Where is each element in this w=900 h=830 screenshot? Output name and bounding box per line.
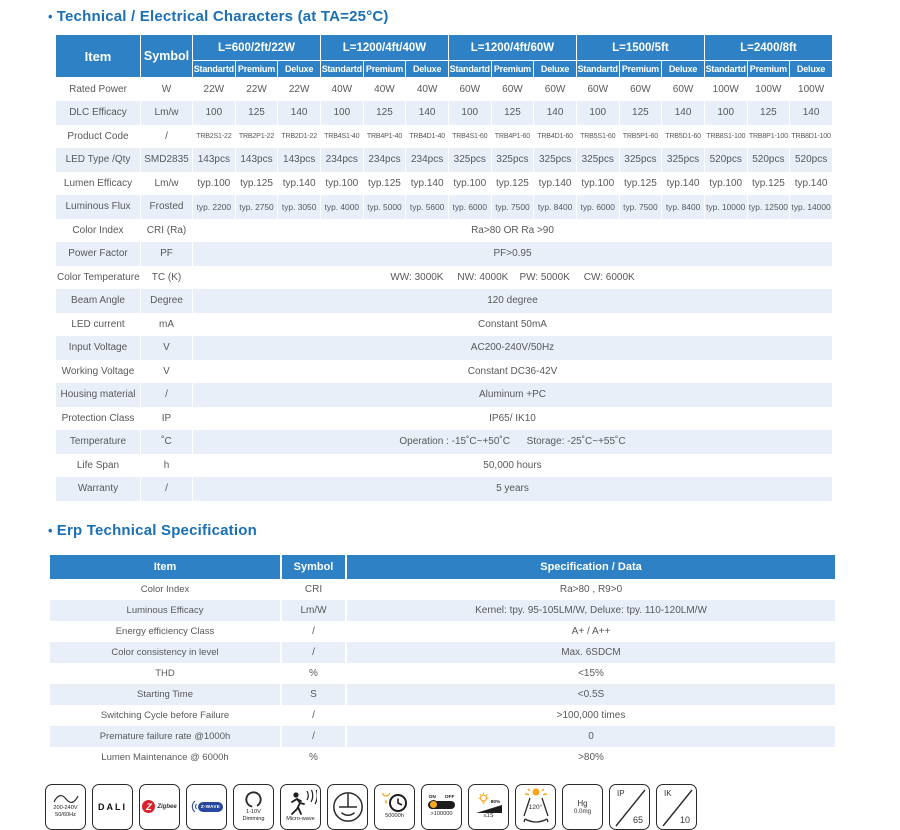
value-cell: 125	[491, 101, 534, 125]
value-cell: typ. 7500	[619, 195, 662, 219]
spec-row	[56, 78, 833, 102]
clock-bulb-glyph	[381, 793, 409, 813]
value-cell: TRB8P1-100	[747, 125, 790, 149]
value-cell: 140	[790, 101, 833, 125]
running-man-glyph	[285, 790, 317, 818]
symbol-cell: /	[281, 726, 346, 747]
value-cell: 40W	[406, 78, 449, 102]
spec-row	[49, 600, 836, 621]
symbol-cell: W	[141, 78, 193, 102]
beam-angle-icon	[515, 784, 556, 830]
earth-glyph	[331, 790, 365, 824]
value-cell: 100	[193, 101, 236, 125]
section-title-erp	[48, 522, 900, 539]
spec-row	[49, 621, 836, 642]
zigbee-label: Zigbee	[157, 803, 177, 810]
table2-body	[49, 579, 836, 768]
value-cell: 60W	[534, 78, 577, 102]
value-cell: A+ / A++	[346, 621, 836, 642]
value-cell: 140	[534, 101, 577, 125]
value-cell: 60W	[619, 78, 662, 102]
bulb-glyph	[477, 792, 490, 805]
symbol-cell: CRI (Ra)	[141, 219, 193, 243]
value-cell: Ra>80 OR Ra >90	[193, 219, 833, 243]
spec-row	[56, 430, 833, 454]
table2-header-row	[49, 555, 836, 579]
value-cell: typ. 6000	[448, 195, 491, 219]
value-cell: TRB4D1-40	[406, 125, 449, 149]
mercury-symbol: Hg	[577, 798, 588, 808]
on-label: ON	[428, 795, 436, 801]
item-cell: Color Temperature	[56, 266, 141, 290]
value-cell: TRB2D1-22	[278, 125, 321, 149]
diagonal-glyph	[657, 785, 697, 830]
value-cell: 22W	[278, 78, 321, 102]
value-cell: typ.125	[491, 172, 534, 196]
value-cell: typ. 8400	[534, 195, 577, 219]
value-cell: 60W	[491, 78, 534, 102]
spec-row	[56, 477, 833, 501]
value-cell: 40W	[320, 78, 363, 102]
value-cell: typ.100	[193, 172, 236, 196]
sine-wave-glyph	[53, 794, 79, 805]
value-cell: 125	[235, 101, 278, 125]
ip65-icon	[609, 784, 650, 830]
zwave-icon	[186, 784, 227, 830]
dimming-label-1: 1-10V	[246, 808, 261, 815]
spec-row	[49, 705, 836, 726]
value-cell: 143pcs	[235, 148, 278, 172]
column-subheader: Deluxe	[406, 61, 449, 78]
value-cell: 50,000 hours	[193, 454, 833, 478]
spec-row	[56, 219, 833, 243]
value-cell: typ.140	[278, 172, 321, 196]
column-subheader: Premium	[619, 61, 662, 78]
section-title-technical	[48, 8, 900, 25]
dial-glyph	[244, 790, 263, 809]
value-cell: Kernel: tpy. 95-105LM/W, Deluxe: tpy. 110-120LM/W	[346, 600, 836, 621]
value-cell: TRB8D1-100	[790, 125, 833, 149]
value-cell: 325pcs	[491, 148, 534, 172]
value-cell: typ. 6000	[576, 195, 619, 219]
item-cell: Color consistency in level	[49, 642, 281, 663]
col-header-symbol: Symbol	[141, 35, 193, 78]
value-cell: 60W	[448, 78, 491, 102]
value-cell: TRB5P1-60	[619, 125, 662, 149]
value-cell: AC200-240V/50Hz	[193, 336, 833, 360]
item-cell: Protection Class	[56, 407, 141, 431]
table1-body	[56, 78, 833, 501]
item-cell: Working Voltage	[56, 360, 141, 384]
value-cell: Constant DC36-42V	[193, 360, 833, 384]
symbol-cell: /	[141, 477, 193, 501]
item-cell: Temperature	[56, 430, 141, 454]
value-cell: PF>0.95	[193, 242, 833, 266]
spec-row	[49, 684, 836, 705]
value-cell: typ.125	[619, 172, 662, 196]
ip-value: 65	[632, 814, 643, 825]
symbol-cell: SMD2835	[141, 148, 193, 172]
erp-specification-table	[48, 555, 837, 768]
column-subheader: Premium	[235, 61, 278, 78]
certification-icon-strip	[45, 784, 900, 830]
value-cell: 143pcs	[193, 148, 236, 172]
item-cell: LED Type /Qty	[56, 148, 141, 172]
item-cell: Color Index	[49, 579, 281, 600]
switching-cycle-icon	[421, 784, 462, 830]
column-subheader: Standartd	[193, 61, 236, 78]
symbol-cell: /	[281, 705, 346, 726]
value-cell: 325pcs	[619, 148, 662, 172]
value-cell: typ.125	[747, 172, 790, 196]
technical-electrical-table	[55, 34, 833, 501]
value-cell: 22W	[193, 78, 236, 102]
value-cell: TRB8S1-100	[704, 125, 747, 149]
value-cell: Max. 6SDCM	[346, 642, 836, 663]
microwave-label: Micro-wave	[286, 815, 315, 822]
diagonal-glyph	[610, 785, 650, 830]
item-cell: Warranty	[56, 477, 141, 501]
symbol-cell: Frosted	[141, 195, 193, 219]
value-cell: typ.100	[576, 172, 619, 196]
power-supply-icon	[45, 784, 86, 830]
value-cell: Aluminum +PC	[193, 383, 833, 407]
col-header-item: Item	[56, 35, 141, 78]
value-cell: WW: 3000K NW: 4000K PW: 5000K CW: 6000K	[193, 266, 833, 290]
bullet-icon: •	[48, 522, 53, 538]
spec-row	[56, 125, 833, 149]
item-cell: Beam Angle	[56, 289, 141, 313]
column-subheader: Premium	[747, 61, 790, 78]
item-cell: THD	[49, 663, 281, 684]
dimming-icon	[233, 784, 274, 830]
value-cell: typ. 5000	[363, 195, 406, 219]
column-subheader: Deluxe	[790, 61, 833, 78]
value-cell: 100W	[704, 78, 747, 102]
value-cell: <0.5S	[346, 684, 836, 705]
earth-ground-icon	[327, 784, 368, 830]
value-cell: typ.125	[235, 172, 278, 196]
item-cell: Color Index	[56, 219, 141, 243]
symbol-cell: /	[281, 621, 346, 642]
value-cell: IP65/ IK10	[193, 407, 833, 431]
value-cell: 140	[278, 101, 321, 125]
dali-icon	[92, 784, 133, 830]
symbol-cell: V	[141, 336, 193, 360]
item-cell: Lumen Efficacy	[56, 172, 141, 196]
toggle-glyph	[428, 801, 455, 809]
value-cell: typ.140	[534, 172, 577, 196]
value-cell: typ.100	[448, 172, 491, 196]
section-title-text: Erp Technical Specification	[56, 521, 257, 539]
value-cell: typ. 12500	[747, 195, 790, 219]
column-group-header: L=1200/4ft/40W	[320, 35, 448, 61]
symbol-cell: mA	[141, 313, 193, 337]
item-cell: Premature failure rate @1000h	[49, 726, 281, 747]
spec-row	[56, 172, 833, 196]
value-cell: <15%	[346, 663, 836, 684]
spec-row	[56, 407, 833, 431]
value-cell: TRB4D1-60	[534, 125, 577, 149]
value-cell: TRB5S1-60	[576, 125, 619, 149]
symbol-cell: S	[281, 684, 346, 705]
frequency-label: 50/60Hz	[55, 812, 76, 818]
bullet-icon: •	[48, 9, 53, 24]
value-cell: typ.100	[320, 172, 363, 196]
value-cell: typ. 3050	[278, 195, 321, 219]
item-cell: LED current	[56, 313, 141, 337]
item-cell: DLC Efficacy	[56, 101, 141, 125]
symbol-cell: CRI	[281, 579, 346, 600]
column-group-header: L=600/2ft/22W	[193, 35, 321, 61]
value-cell: typ. 5600	[406, 195, 449, 219]
value-cell: 325pcs	[576, 148, 619, 172]
value-cell: typ.140	[790, 172, 833, 196]
value-cell: 325pcs	[448, 148, 491, 172]
value-cell: typ. 4000	[320, 195, 363, 219]
item-cell: Power Factor	[56, 242, 141, 266]
spec-row	[56, 148, 833, 172]
ip-label: IP	[617, 788, 625, 798]
value-cell: typ.100	[704, 172, 747, 196]
value-cell: 0	[346, 726, 836, 747]
item-cell: Product Code	[56, 125, 141, 149]
symbol-cell: Lm/W	[281, 600, 346, 621]
ramp-glyph	[476, 805, 502, 813]
symbol-cell: /	[141, 383, 193, 407]
value-cell: typ. 2750	[235, 195, 278, 219]
column-subheader: Premium	[491, 61, 534, 78]
value-cell: typ. 8400	[662, 195, 705, 219]
column-subheader: Standartd	[448, 61, 491, 78]
beam-angle-label: 120°	[528, 803, 543, 811]
value-cell: typ.140	[406, 172, 449, 196]
spec-row	[49, 642, 836, 663]
spec-row	[56, 266, 833, 290]
col-header-item: Item	[49, 555, 281, 579]
column-subheader: Deluxe	[534, 61, 577, 78]
symbol-cell: ˚C	[141, 430, 193, 454]
column-subheader: Standartd	[704, 61, 747, 78]
value-cell: 100	[576, 101, 619, 125]
value-cell: TRB2S1-22	[193, 125, 236, 149]
column-group-header: L=1500/5ft	[576, 35, 704, 61]
value-cell: typ. 7500	[491, 195, 534, 219]
spec-row	[56, 360, 833, 384]
value-cell: 125	[619, 101, 662, 125]
value-cell: TRB2P1-22	[235, 125, 278, 149]
column-subheader: Deluxe	[662, 61, 705, 78]
value-cell: 520pcs	[747, 148, 790, 172]
value-cell: 325pcs	[534, 148, 577, 172]
item-cell: Luminous Flux	[56, 195, 141, 219]
spec-row	[56, 289, 833, 313]
symbol-cell: Degree	[141, 289, 193, 313]
ik-label: IK	[664, 788, 672, 798]
spec-row	[56, 313, 833, 337]
mercury-amount: 0.0mg	[573, 807, 592, 815]
value-cell: typ. 14000	[790, 195, 833, 219]
value-cell: 234pcs	[320, 148, 363, 172]
spec-row	[49, 579, 836, 600]
spec-row	[49, 726, 836, 747]
spec-row	[56, 454, 833, 478]
value-cell: typ. 2200	[193, 195, 236, 219]
symbol-cell: TC (K)	[141, 266, 193, 290]
symbol-cell: Lm/w	[141, 172, 193, 196]
value-cell: 143pcs	[278, 148, 321, 172]
spec-row	[56, 101, 833, 125]
value-cell: >100,000 times	[346, 705, 836, 726]
voltage-label: 200-240V	[53, 804, 78, 811]
wave-glyph	[190, 800, 197, 813]
dali-label: DALI	[98, 801, 127, 812]
spec-row	[56, 242, 833, 266]
col-header-spec: Specification / Data	[346, 555, 836, 579]
value-cell: >80%	[346, 747, 836, 768]
value-cell: Ra>80 , R9>0	[346, 579, 836, 600]
lifespan-icon	[374, 784, 415, 830]
value-cell: 22W	[235, 78, 278, 102]
column-subheader: Deluxe	[278, 61, 321, 78]
value-cell: typ.140	[662, 172, 705, 196]
symbol-cell: Lm/w	[141, 101, 193, 125]
value-cell: 100	[448, 101, 491, 125]
column-subheader: Standartd	[320, 61, 363, 78]
value-cell: 140	[406, 101, 449, 125]
column-subheader: Premium	[363, 61, 406, 78]
value-cell: TRB4P1-60	[491, 125, 534, 149]
item-cell: Rated Power	[56, 78, 141, 102]
cycle-count-label: >100000	[430, 810, 453, 817]
ik10-icon	[656, 784, 697, 830]
value-cell: 234pcs	[406, 148, 449, 172]
item-cell: Luminous Efficacy	[49, 600, 281, 621]
spec-row	[56, 336, 833, 360]
spec-row	[56, 383, 833, 407]
value-cell: Constant 50mA	[193, 313, 833, 337]
value-cell: Operation : -15˚C~+50˚C Storage: -25˚C~+55˚C	[193, 430, 833, 454]
value-cell: 520pcs	[704, 148, 747, 172]
mercury-free-icon	[562, 784, 603, 830]
ik-value: 10	[679, 814, 690, 825]
value-cell: 125	[363, 101, 406, 125]
item-cell: Switching Cycle before Failure	[49, 705, 281, 726]
value-cell: 60W	[576, 78, 619, 102]
value-cell: TRB5D1-60	[662, 125, 705, 149]
value-cell: TRB4S1-60	[448, 125, 491, 149]
item-cell: Lumen Maintenance @ 6000h	[49, 747, 281, 768]
symbol-cell: /	[141, 125, 193, 149]
value-cell: 234pcs	[363, 148, 406, 172]
symbol-cell: h	[141, 454, 193, 478]
item-cell: Starting Time	[49, 684, 281, 705]
value-cell: 40W	[363, 78, 406, 102]
value-cell: 125	[747, 101, 790, 125]
value-cell: 60W	[662, 78, 705, 102]
zwave-label: Z-WAVE	[198, 802, 223, 812]
value-cell: TRB4S1-40	[320, 125, 363, 149]
value-cell: TRB4P1-40	[363, 125, 406, 149]
item-cell: Housing material	[56, 383, 141, 407]
value-cell: 100	[704, 101, 747, 125]
symbol-cell: PF	[141, 242, 193, 266]
zigbee-icon	[139, 784, 180, 830]
value-cell: 140	[662, 101, 705, 125]
start-time-label: ≤1S	[483, 813, 494, 820]
table1-group-row	[56, 35, 833, 61]
spec-row	[49, 747, 836, 768]
symbol-cell: IP	[141, 407, 193, 431]
col-header-symbol: Symbol	[281, 555, 346, 579]
item-cell: Input Voltage	[56, 336, 141, 360]
value-cell: 100	[320, 101, 363, 125]
microwave-sensor-icon	[280, 784, 321, 830]
instant-start-icon	[468, 784, 509, 830]
symbol-cell: %	[281, 747, 346, 768]
item-cell: Life Span	[56, 454, 141, 478]
value-cell: 100W	[790, 78, 833, 102]
symbol-cell: %	[281, 663, 346, 684]
symbol-cell: /	[281, 642, 346, 663]
zigbee-logo: Z	[142, 800, 155, 813]
section-title-text: Technical / Electrical Characters (at TA=25°C)	[56, 8, 389, 25]
percent-label: 80%	[490, 800, 501, 806]
spec-row	[56, 195, 833, 219]
value-cell: 5 years	[193, 477, 833, 501]
value-cell: typ. 10000	[704, 195, 747, 219]
dimming-label-2: Dimming	[242, 816, 265, 822]
spec-row	[49, 663, 836, 684]
off-label: OFF	[444, 795, 455, 801]
value-cell: typ.125	[363, 172, 406, 196]
column-group-header: L=1200/4ft/60W	[448, 35, 576, 61]
symbol-cell: V	[141, 360, 193, 384]
value-cell: 520pcs	[790, 148, 833, 172]
value-cell: 325pcs	[662, 148, 705, 172]
value-cell: 100W	[747, 78, 790, 102]
column-subheader: Standartd	[576, 61, 619, 78]
item-cell: Energy efficiency Class	[49, 621, 281, 642]
lifespan-label: 50000h	[385, 812, 404, 819]
column-group-header: L=2400/8ft	[704, 35, 832, 61]
value-cell: 120 degree	[193, 289, 833, 313]
